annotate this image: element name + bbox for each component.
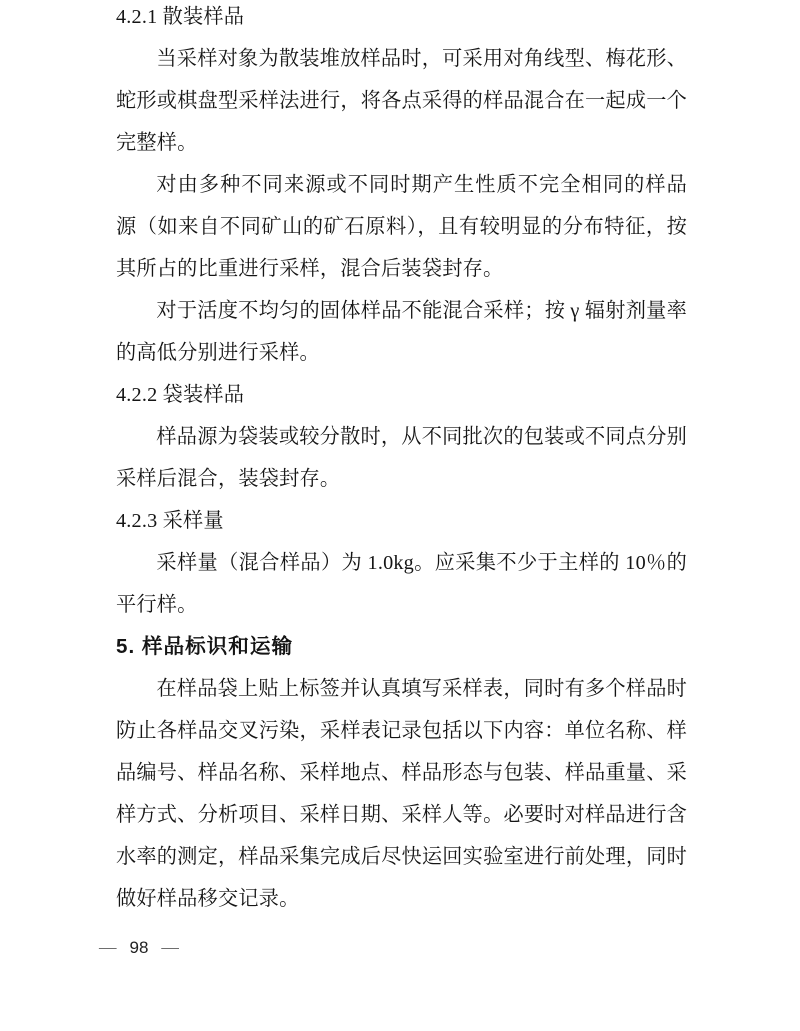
paragraph bbox=[116, 164, 687, 290]
paragraph-line: 样品源为袋装或较分散时，从不同批次的包装或不同点分别 bbox=[156, 426, 687, 448]
paragraph-line: 采样后混合，装袋封存。 bbox=[116, 468, 341, 490]
footer-right-dash: — bbox=[161, 937, 179, 957]
paragraph-line: 平行样。 bbox=[116, 594, 198, 616]
paragraph-line: 对由多种不同来源或不同时期产生性质不完全相同的样品 bbox=[156, 174, 687, 196]
paragraph-line: 样方式、分析项目、采样日期、采样人等。必要时对样品进行含 bbox=[116, 804, 687, 826]
paragraph-line: 的高低分别进行采样。 bbox=[116, 342, 320, 364]
heading-text: 4.2.2 袋装样品 bbox=[116, 384, 245, 406]
paragraph bbox=[116, 668, 687, 920]
paragraph-line: 品编号、样品名称、采样地点、样品形态与包装、样品重量、采 bbox=[116, 762, 687, 784]
paragraph-line: 当采样对象为散装堆放样品时，可采用对角线型、梅花形、 bbox=[156, 48, 687, 70]
paragraph-line: 蛇形或棋盘型采样法进行，将各点采得的样品混合在一起成一个 bbox=[116, 90, 687, 112]
paragraph bbox=[116, 542, 687, 626]
heading-text: 4.2.3 采样量 bbox=[116, 510, 224, 532]
paragraph-line: 其所占的比重进行采样，混合后装袋封存。 bbox=[116, 258, 504, 280]
footer-left-dash: — bbox=[99, 937, 117, 957]
heading-text: 4.2.1 散装样品 bbox=[116, 6, 245, 28]
page-number: 98 bbox=[129, 938, 149, 957]
heading-text: 5. 样品标识和运输 bbox=[116, 635, 294, 658]
paragraph-line: 采样量（混合样品）为 1.0kg。应采集不少于主样的 10％的 bbox=[156, 552, 687, 574]
document-content bbox=[116, 0, 687, 920]
paragraph bbox=[116, 290, 687, 374]
page-footer bbox=[99, 934, 179, 961]
section-heading bbox=[116, 374, 687, 416]
paragraph bbox=[116, 38, 687, 164]
paragraph bbox=[116, 416, 687, 500]
section-heading bbox=[116, 500, 687, 542]
paragraph-line: 完整样。 bbox=[116, 132, 198, 154]
paragraph-line: 对于活度不均匀的固体样品不能混合采样；按 γ 辐射剂量率 bbox=[156, 300, 687, 322]
section-heading bbox=[116, 0, 687, 38]
chapter-heading bbox=[116, 626, 687, 668]
paragraph-line: 做好样品移交记录。 bbox=[116, 888, 300, 910]
paragraph-line: 防止各样品交叉污染，采样表记录包括以下内容：单位名称、样 bbox=[116, 720, 687, 742]
paragraph-line: 水率的测定，样品采集完成后尽快运回实验室进行前处理，同时 bbox=[116, 846, 687, 868]
paragraph-line: 在样品袋上贴上标签并认真填写采样表，同时有多个样品时 bbox=[156, 678, 687, 700]
paragraph-line: 源（如来自不同矿山的矿石原料），且有较明显的分布特征，按 bbox=[116, 216, 687, 238]
